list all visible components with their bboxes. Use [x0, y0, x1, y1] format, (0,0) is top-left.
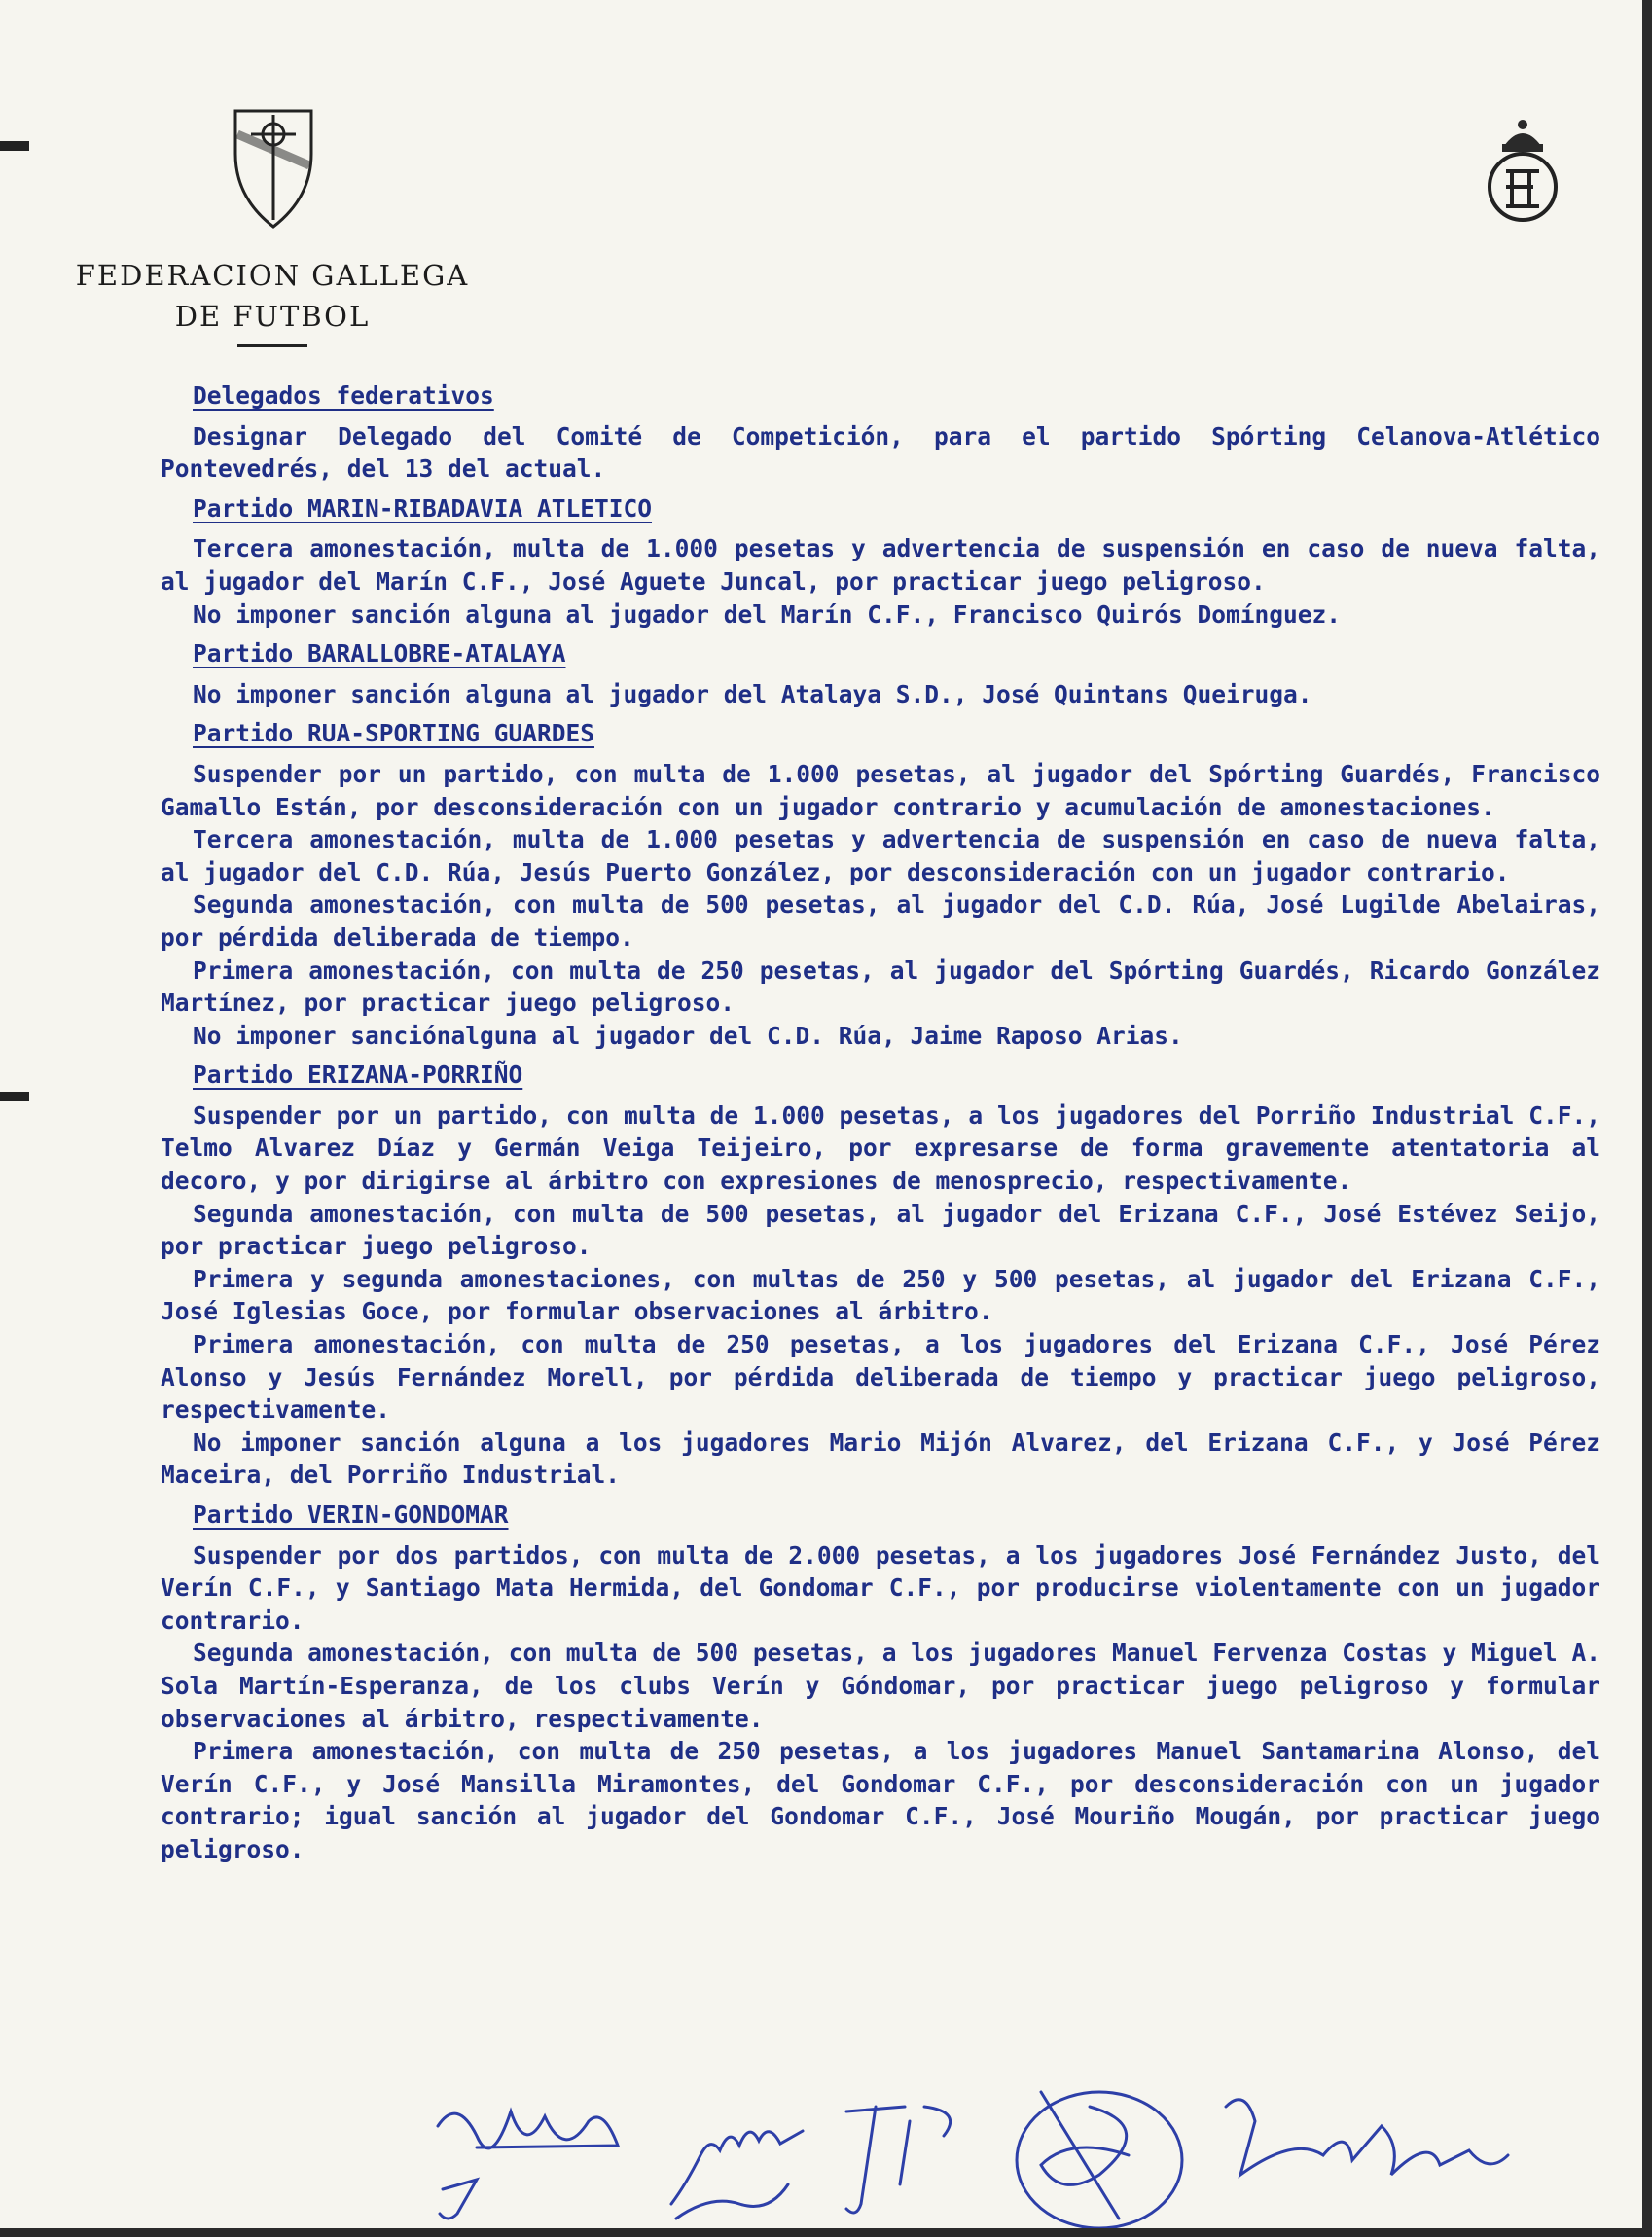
letterhead-line-2: DE FUTBOL	[174, 300, 371, 333]
section-paragraph: No imponer sanción alguna al jugador del Marín C.F., Francisco Quirós Domínguez.	[193, 599, 1342, 629]
document-section	[161, 717, 1600, 1052]
section-paragraph: No imponer sanción alguna a los jugadores Mario Mijón Alvarez, del Erizana C.F., y José Pérez Maceira, del Porriño Industrial.	[161, 1427, 1600, 1490]
section-heading: Partido RUA-SPORTING GUARDES	[193, 719, 595, 748]
federacion-gallega-shield-logo	[230, 105, 317, 232]
section-paragraph: Segunda amonestación, con multa de 500 pesetas, a los jugadores Manuel Fervenza Costas y Miguel A. Sola Martín-Esperanza, de los clubs Verín y Góndomar, por practicar juego peligroso y formular observaciones al árbitro, respectivamente.	[161, 1639, 1600, 1733]
signatures	[418, 2068, 1537, 2228]
section-paragraph: Segunda amonestación, con multa de 500 pesetas, al jugador del C.D. Rúa, José Lugilde Abelairas, por pérdida deliberada de tiempo.	[161, 890, 1600, 952]
section-heading: Partido ERIZANA-PORRIÑO	[193, 1061, 523, 1090]
section-heading-row	[161, 379, 1600, 413]
section-paragraph: Primera y segunda amonestaciones, con multas de 250 y 500 pesetas, al jugador del Erizana C.F., José Iglesias Goce, por formular observaciones al árbitro.	[161, 1264, 1600, 1326]
royal-federation-emblem	[1483, 115, 1562, 228]
section-heading-row	[161, 492, 1600, 525]
section-heading: Delegados federativos	[193, 381, 494, 410]
section-heading-row	[161, 1059, 1600, 1092]
section-paragraph: Tercera amonestación, multa de 1.000 pesetas y advertencia de suspensión en caso de nueva falta, al jugador del Marín C.F., José Aguete Juncal, por practicar juego peligroso.	[161, 534, 1600, 595]
section-heading-row	[161, 637, 1600, 670]
document-section	[161, 492, 1600, 631]
punch-mark	[0, 1092, 29, 1101]
section-paragraph: Primera amonestación, con multa de 250 pesetas, a los jugadores del Erizana C.F., José Pérez Alonso y Jesús Fernández Morell, por pérdida deliberada de tiempo y practicar juego peligroso, respectivamente.	[161, 1330, 1600, 1425]
section-paragraph: Segunda amonestación, con multa de 500 pesetas, al jugador del Erizana C.F., José Estévez Seijo, por practicar juego peligroso.	[161, 1199, 1600, 1261]
document-section	[161, 637, 1600, 710]
section-paragraph: No imponer sanción alguna al jugador del Atalaya S.D., José Quintans Queiruga.	[193, 679, 1312, 708]
section-paragraph: Primera amonestación, con multa de 250 pesetas, a los jugadores Manuel Santamarina Alonso, del Verín C.F., y José Mansilla Miramontes, del Gondomar C.F., por desconsideración con un jugador contrario; igual sanción al jugador del Gondomar C.F., José Mouriño Mougán, por practicar juego peligroso.	[161, 1737, 1600, 1863]
section-paragraph: Suspender por un partido, con multa de 1.000 pesetas, al jugador del Spórting Guardés, Francisco Gamallo Están, por desconsideración con un jugador contrario y acumulación de amonestaciones.	[161, 759, 1600, 821]
section-paragraph: Designar Delegado del Comité de Competición, para el partido Spórting Celanova-Atlético Pontevedrés, del 13 del actual.	[161, 421, 1600, 484]
section-paragraph: Primera amonestación, con multa de 250 pesetas, al jugador del Spórting Guardés, Ricardo González Martínez, por practicar juego peligroso.	[161, 956, 1600, 1018]
section-paragraph: No imponer sanciónalguna al jugador del C.D. Rúa, Jaime Raposo Arias.	[193, 1021, 1183, 1050]
letterhead	[68, 255, 477, 337]
section-heading-row	[161, 717, 1600, 750]
scan-edge-right	[1642, 0, 1652, 2237]
letterhead-divider	[237, 344, 307, 347]
section-paragraph: Suspender por dos partidos, con multa de 2.000 pesetas, a los jugadores José Fernández Justo, del Verín C.F., y Santiago Mata Hermida, del Gondomar C.F., por producirse violentamente con un jugador contrario.	[161, 1540, 1600, 1635]
document-section	[161, 379, 1600, 486]
scan-edge-bottom	[0, 2228, 1652, 2237]
letterhead-line-1: FEDERACION GALLEGA	[75, 259, 470, 292]
section-heading: Partido BARALLOBRE-ATALAYA	[193, 639, 566, 668]
punch-mark	[0, 141, 29, 151]
section-heading-row	[161, 1498, 1600, 1532]
section-paragraph: Tercera amonestación, multa de 1.000 pesetas y advertencia de suspensión en caso de nueva falta, al jugador del C.D. Rúa, Jesús Puerto González, por desconsideración con un jugador contrario.	[161, 825, 1600, 886]
section-heading: Partido VERIN-GONDOMAR	[193, 1500, 509, 1529]
section-heading: Partido MARIN-RIBADAVIA ATLETICO	[193, 493, 653, 523]
section-paragraph: Suspender por un partido, con multa de 1.000 pesetas, a los jugadores del Porriño Industrial C.F., Telmo Alvarez Díaz y Germán Veiga Teijeiro, por expresarse de forma gravemente atentatoria al decoro, y por dirigirse al árbitro con expresiones de menosprecio, respectivamente.	[161, 1100, 1600, 1196]
document-body	[161, 379, 1600, 1873]
document-section	[161, 1498, 1600, 1866]
document-section	[161, 1059, 1600, 1492]
